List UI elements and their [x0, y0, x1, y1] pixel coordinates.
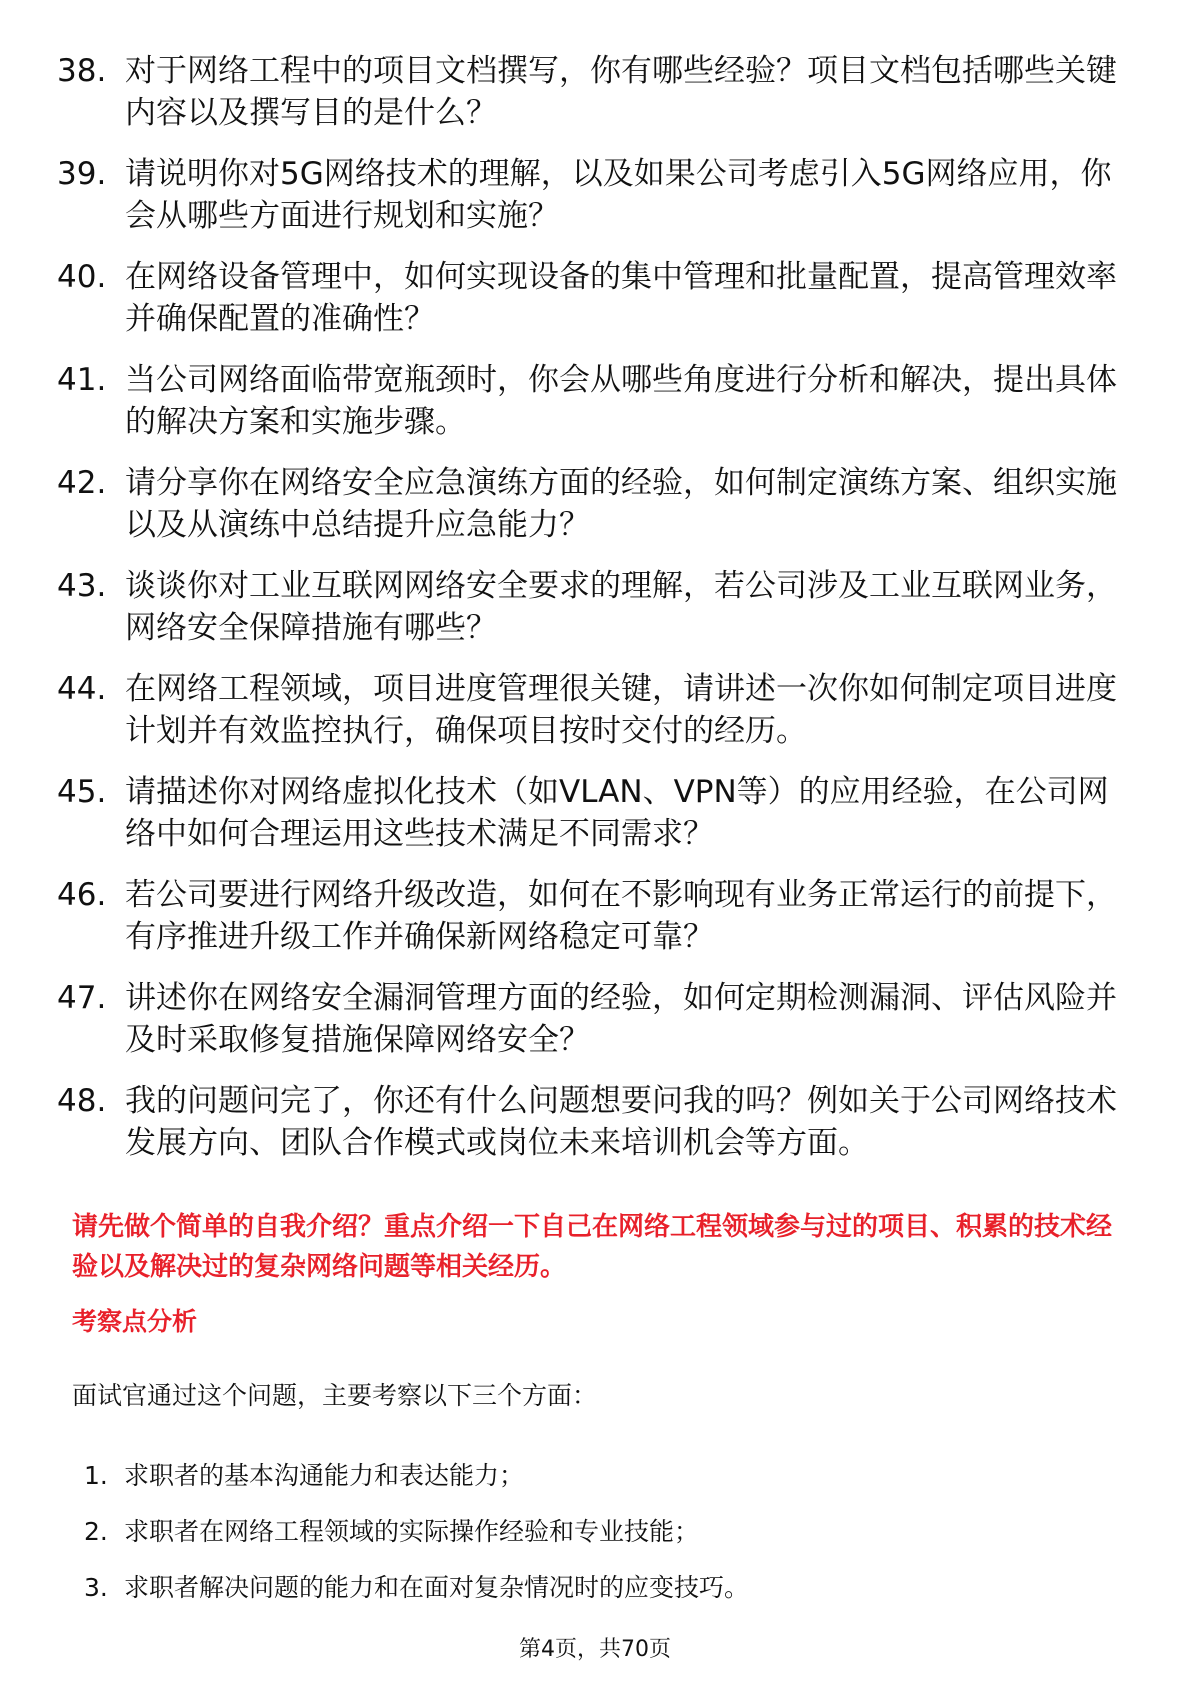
analysis-point: [84, 1572, 749, 1604]
question-number: 42.: [57, 465, 107, 501]
question-number: 39.: [57, 156, 107, 192]
point-number: 1.: [84, 1461, 108, 1490]
analysis-points-list: [84, 1460, 749, 1628]
question-item: [57, 668, 1137, 752]
question-item: [57, 256, 1137, 340]
question-text: 请分享你在网络安全应急演练方面的经验，如何制定演练方案、组织实施以及从演练中总结提升应急能力？: [125, 465, 1117, 543]
question-number: 45.: [57, 774, 107, 810]
question-item: [57, 50, 1137, 134]
question-text: 我的问题问完了，你还有什么问题想要问我的吗？例如关于公司网络技术发展方向、团队合作模式或岗位未来培训机会等方面。: [125, 1083, 1117, 1161]
question-number: 47.: [57, 980, 107, 1016]
point-text: 求职者解决问题的能力和在面对复杂情况时的应变技巧。: [124, 1573, 750, 1602]
question-text: 在网络工程领域，项目进度管理很关键，请讲述一次你如何制定项目进度计划并有效监控执行，确保项目按时交付的经历。: [125, 671, 1117, 749]
point-number: 2.: [84, 1517, 108, 1546]
analysis-point: [84, 1516, 749, 1548]
point-text: 求职者在网络工程领域的实际操作经验和专业技能；: [124, 1517, 700, 1546]
highlight-question: 请先做个简单的自我介绍？重点介绍一下自己在网络工程领域参与过的项目、积累的技术经验以及解决过的复杂网络问题等相关经历。: [72, 1212, 1113, 1282]
question-text: 谈谈你对工业互联网网络安全要求的理解，若公司涉及工业互联网业务，网络安全保障措施有哪些？: [125, 568, 1117, 646]
question-item: [57, 153, 1137, 237]
question-number: 38.: [57, 53, 107, 89]
point-text: 求职者的基本沟通能力和表达能力；: [124, 1461, 525, 1490]
question-number: 48.: [57, 1083, 107, 1119]
question-number: 43.: [57, 568, 107, 604]
analysis-heading: 考察点分析: [72, 1307, 198, 1336]
question-number: 40.: [57, 259, 107, 295]
page-footer: 第4页，共70页: [519, 1637, 671, 1662]
analysis-intro: 面试官通过这个问题，主要考察以下三个方面：: [72, 1381, 598, 1410]
question-text: 当公司网络面临带宽瓶颈时，你会从哪些角度进行分析和解决，提出具体的解决方案和实施步骤。: [125, 362, 1117, 440]
question-item: [57, 359, 1137, 443]
point-number: 3.: [84, 1573, 108, 1602]
question-number: 41.: [57, 362, 107, 398]
question-item: [57, 977, 1137, 1061]
question-text: 讲述你在网络安全漏洞管理方面的经验，如何定期检测漏洞、评估风险并及时采取修复措施保障网络安全？: [125, 980, 1117, 1058]
question-text: 请说明你对5G网络技术的理解，以及如果公司考虑引入5G网络应用，你会从哪些方面进行规划和实施？: [125, 156, 1112, 234]
question-number: 46.: [57, 877, 107, 913]
question-item: [57, 771, 1137, 855]
question-text: 若公司要进行网络升级改造，如何在不影响现有业务正常运行的前提下，有序推进升级工作并确保新网络稳定可靠？: [125, 877, 1117, 955]
analysis-point: [84, 1460, 749, 1492]
question-number: 44.: [57, 671, 107, 707]
question-text: 在网络设备管理中，如何实现设备的集中管理和批量配置，提高管理效率并确保配置的准确性？: [125, 259, 1117, 337]
question-item: [57, 1080, 1137, 1164]
question-item: [57, 874, 1137, 958]
question-item: [57, 462, 1137, 546]
question-item: [57, 565, 1137, 649]
question-list: [57, 50, 1137, 1183]
question-text: 请描述你对网络虚拟化技术（如VLAN、VPN等）的应用经验，在公司网络中如何合理运用这些技术满足不同需求？: [125, 774, 1109, 852]
question-text: 对于网络工程中的项目文档撰写，你有哪些经验？项目文档包括哪些关键内容以及撰写目的是什么？: [125, 53, 1117, 131]
